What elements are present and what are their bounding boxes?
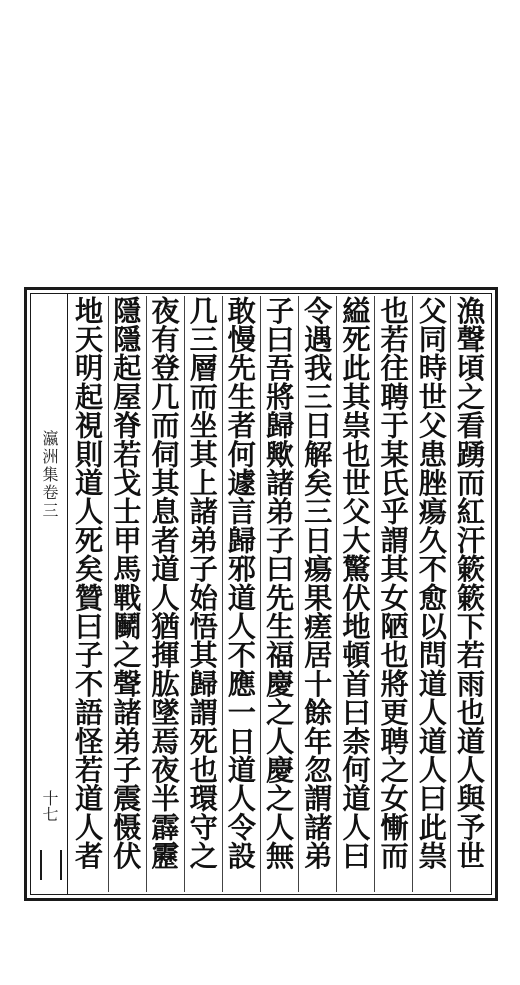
text-column-5: 令遇我三日解矣三日瘍果瘥居十餘年忽謂諸弟 bbox=[300, 296, 334, 870]
text-column-2: 父同時世父患脞瘍久不愈以問道人道人曰此祟 bbox=[414, 296, 448, 870]
text-column-11: 地天明起視則道人死矣贊曰子不語怪若道人者 bbox=[71, 296, 105, 870]
text-column-3: 也若往聘于某氏乎謂其女陋也將更聘之女慚而 bbox=[376, 296, 410, 870]
text-column-4: 縊死此其祟也世父大驚伏地頓首曰柰何道人曰 bbox=[338, 296, 372, 870]
text-column-6: 子曰吾將歸歟諸弟子曰先生福慶之人慶之人無 bbox=[262, 296, 296, 870]
text-column-1: 漁聲頃之看踴而紅汗簌簌下若雨也道人與予世 bbox=[453, 296, 486, 870]
text-column-7: 敢慢先生者何遽言歸邪道人不應一日道人令設 bbox=[223, 296, 257, 870]
gutter-fishtail-mark bbox=[40, 850, 62, 880]
gutter-page-number: 十七 bbox=[40, 790, 59, 822]
text-column-10: 隱隱起屋脊若戈士甲馬戰鬭之聲諸弟子震慑伏 bbox=[109, 296, 143, 870]
gutter-title: 瀛洲集卷三 bbox=[40, 430, 59, 520]
text-column-9: 夜有登几而伺其息者道人猶揮肱墜焉夜半霹靂 bbox=[147, 296, 181, 870]
text-column-8: 几三層而坐其上諸弟子始悟其歸謂死也環守之 bbox=[185, 296, 219, 870]
text-body bbox=[70, 296, 490, 892]
